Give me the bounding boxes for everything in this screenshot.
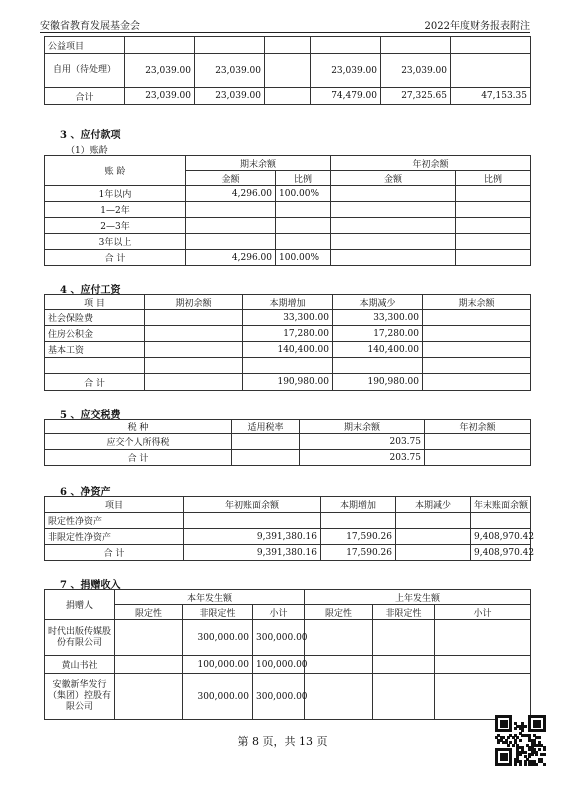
col-header: 账 龄 xyxy=(45,156,186,186)
table-row xyxy=(45,54,531,88)
table-row xyxy=(45,342,531,358)
cell: 安徽新华发行（集团）控股有限公司 xyxy=(45,674,115,720)
table-row xyxy=(45,674,531,720)
cell: 1—2年 xyxy=(45,202,186,218)
table-header-row xyxy=(45,420,531,434)
cell: 100.00% xyxy=(276,186,331,202)
cell: 非限定性净资产 xyxy=(45,529,184,545)
col-header: 项目 xyxy=(45,497,184,513)
cell: 33,300.00 xyxy=(243,310,333,326)
table-row xyxy=(45,358,531,374)
col-header: 适用税率 xyxy=(232,420,300,434)
cell xyxy=(456,186,531,202)
col-header: 年初余额 xyxy=(425,420,531,434)
col-header: 期末余额 xyxy=(186,156,331,171)
cell: 74,479.00 xyxy=(311,88,381,105)
col-header: 非限定性 xyxy=(183,605,253,620)
cell: 4,296.00 xyxy=(186,186,276,202)
col-header: 年初账面余额 xyxy=(184,497,321,513)
cell: 社会保险费 xyxy=(45,310,145,326)
col-header: 限定性 xyxy=(115,605,183,620)
cell: 基本工资 xyxy=(45,342,145,358)
cell: 300,000.00 xyxy=(253,620,305,656)
col-header: 比例 xyxy=(456,171,531,186)
col-header: 非限定性 xyxy=(373,605,435,620)
table-row xyxy=(45,218,531,234)
table-row xyxy=(45,656,531,674)
cell: 黄山书社 xyxy=(45,656,115,674)
cell: 17,280.00 xyxy=(333,326,423,342)
table-row xyxy=(45,513,531,529)
cell: 9,408,970.42 xyxy=(471,545,531,561)
table-header-row xyxy=(45,590,531,605)
col-header: 上年发生额 xyxy=(305,590,531,605)
cell: 23,039.00 xyxy=(195,54,265,88)
cell: 23,039.00 xyxy=(381,54,451,88)
col-header: 本期增加 xyxy=(321,497,396,513)
col-header: 捐赠人 xyxy=(45,590,115,620)
table-header-row xyxy=(45,295,531,310)
table-row xyxy=(45,529,531,545)
donation-income-table xyxy=(44,589,531,720)
cell: 1年以内 xyxy=(45,186,186,202)
col-header: 小计 xyxy=(435,605,531,620)
cell: 203.75 xyxy=(300,450,425,466)
net-assets-table xyxy=(44,496,535,561)
org-name: 安徽省教育发展基金会 xyxy=(40,21,140,32)
section-title: 4 、应付工资 xyxy=(60,285,121,296)
cell: 9,408,970.42 xyxy=(471,529,531,545)
cell: 23,039.00 xyxy=(125,88,195,105)
cell: 2—3年 xyxy=(45,218,186,234)
cell: 合 计 xyxy=(45,450,232,466)
col-header: 税 种 xyxy=(45,420,232,434)
cell: 47,153.35 xyxy=(451,88,531,105)
cell: 300,000.00 xyxy=(183,674,253,720)
cell: 300,000.00 xyxy=(183,620,253,656)
section-title: 3 、应付款项 xyxy=(60,130,121,141)
cell: 33,300.00 xyxy=(333,310,423,326)
cell: 100,000.00 xyxy=(183,656,253,674)
cell: 23,039.00 xyxy=(195,88,265,105)
row-label: 合计 xyxy=(45,88,125,105)
cell xyxy=(265,88,311,105)
cell: 9,391,380.16 xyxy=(184,545,321,561)
col-header: 小计 xyxy=(253,605,305,620)
cell: 27,325.65 xyxy=(381,88,451,105)
row-label: 自用（待处理） xyxy=(45,54,125,88)
cell: 合 计 xyxy=(45,250,186,266)
table-row xyxy=(45,450,531,466)
cell: 时代出版传媒股份有限公司 xyxy=(45,620,115,656)
cell: 203.75 xyxy=(300,434,425,450)
cell: 140,400.00 xyxy=(333,342,423,358)
table-row xyxy=(45,434,531,450)
cell: 限定性净资产 xyxy=(45,513,184,529)
col-header: 本期增加 xyxy=(243,295,333,310)
col-header: 本年发生额 xyxy=(115,590,305,605)
section-subtitle: （1）账龄 xyxy=(66,146,108,156)
cell: 合 计 xyxy=(45,545,184,561)
cell: 17,590.26 xyxy=(321,529,396,545)
cell xyxy=(451,54,531,88)
page-number: 第 8 页，共 13 页 xyxy=(237,735,328,748)
col-header: 金额 xyxy=(331,171,456,186)
section-title: 6 、净资产 xyxy=(60,487,111,498)
cell xyxy=(265,54,311,88)
table-header-row xyxy=(45,497,531,513)
qr-code-icon xyxy=(495,715,545,765)
cell: 3年以上 xyxy=(45,234,186,250)
section-title: 7 、捐赠收入 xyxy=(60,580,121,591)
table-row xyxy=(45,234,531,250)
col-header: 限定性 xyxy=(305,605,373,620)
cell: 300,000.00 xyxy=(253,674,305,720)
table-row xyxy=(45,37,531,54)
table-header-row xyxy=(45,156,531,171)
cell: 190,980.00 xyxy=(333,374,423,391)
cell: 23,039.00 xyxy=(311,54,381,88)
cell: 100.00% xyxy=(276,250,331,266)
top-table xyxy=(44,36,531,105)
table-row xyxy=(45,186,531,202)
page-header xyxy=(40,14,530,30)
header-rule xyxy=(40,32,530,33)
section-title: 5 、应交税费 xyxy=(60,410,121,421)
cell: 100,000.00 xyxy=(253,656,305,674)
tax-payable-table xyxy=(44,419,531,466)
wages-payable-table xyxy=(44,294,531,391)
cell: 4,296.00 xyxy=(186,250,276,266)
cell: 17,280.00 xyxy=(243,326,333,342)
cell: 190,980.00 xyxy=(243,374,333,391)
col-header: 年初余额 xyxy=(331,156,531,171)
cell: 住房公积金 xyxy=(45,326,145,342)
table-header-row xyxy=(45,605,531,620)
col-header: 期末余额 xyxy=(423,295,531,310)
cell: 140,400.00 xyxy=(243,342,333,358)
col-header: 项 目 xyxy=(45,295,145,310)
report-title: 2022年度财务报表附注 xyxy=(424,21,530,32)
col-header: 年末账面余额 xyxy=(471,497,531,513)
table-row xyxy=(45,620,531,656)
col-header: 本期减少 xyxy=(396,497,471,513)
cell: 应交个人所得税 xyxy=(45,434,232,450)
table-row xyxy=(45,202,531,218)
cell xyxy=(331,186,456,202)
row-label: 公益项目 xyxy=(45,37,125,54)
table-row xyxy=(45,250,531,266)
table-row xyxy=(45,326,531,342)
cell: 17,590.26 xyxy=(321,545,396,561)
col-header: 期末余额 xyxy=(300,420,425,434)
table-row xyxy=(45,310,531,326)
cell: 9,391,380.16 xyxy=(184,529,321,545)
col-header: 期初余额 xyxy=(145,295,243,310)
table-row xyxy=(45,545,531,561)
payables-aging-table xyxy=(44,155,531,266)
cell: 合 计 xyxy=(45,374,145,391)
cell: 23,039.00 xyxy=(125,54,195,88)
table-row xyxy=(45,374,531,391)
col-header: 金额 xyxy=(186,171,276,186)
table-row xyxy=(45,88,531,105)
col-header: 本期减少 xyxy=(333,295,423,310)
col-header: 比例 xyxy=(276,171,331,186)
